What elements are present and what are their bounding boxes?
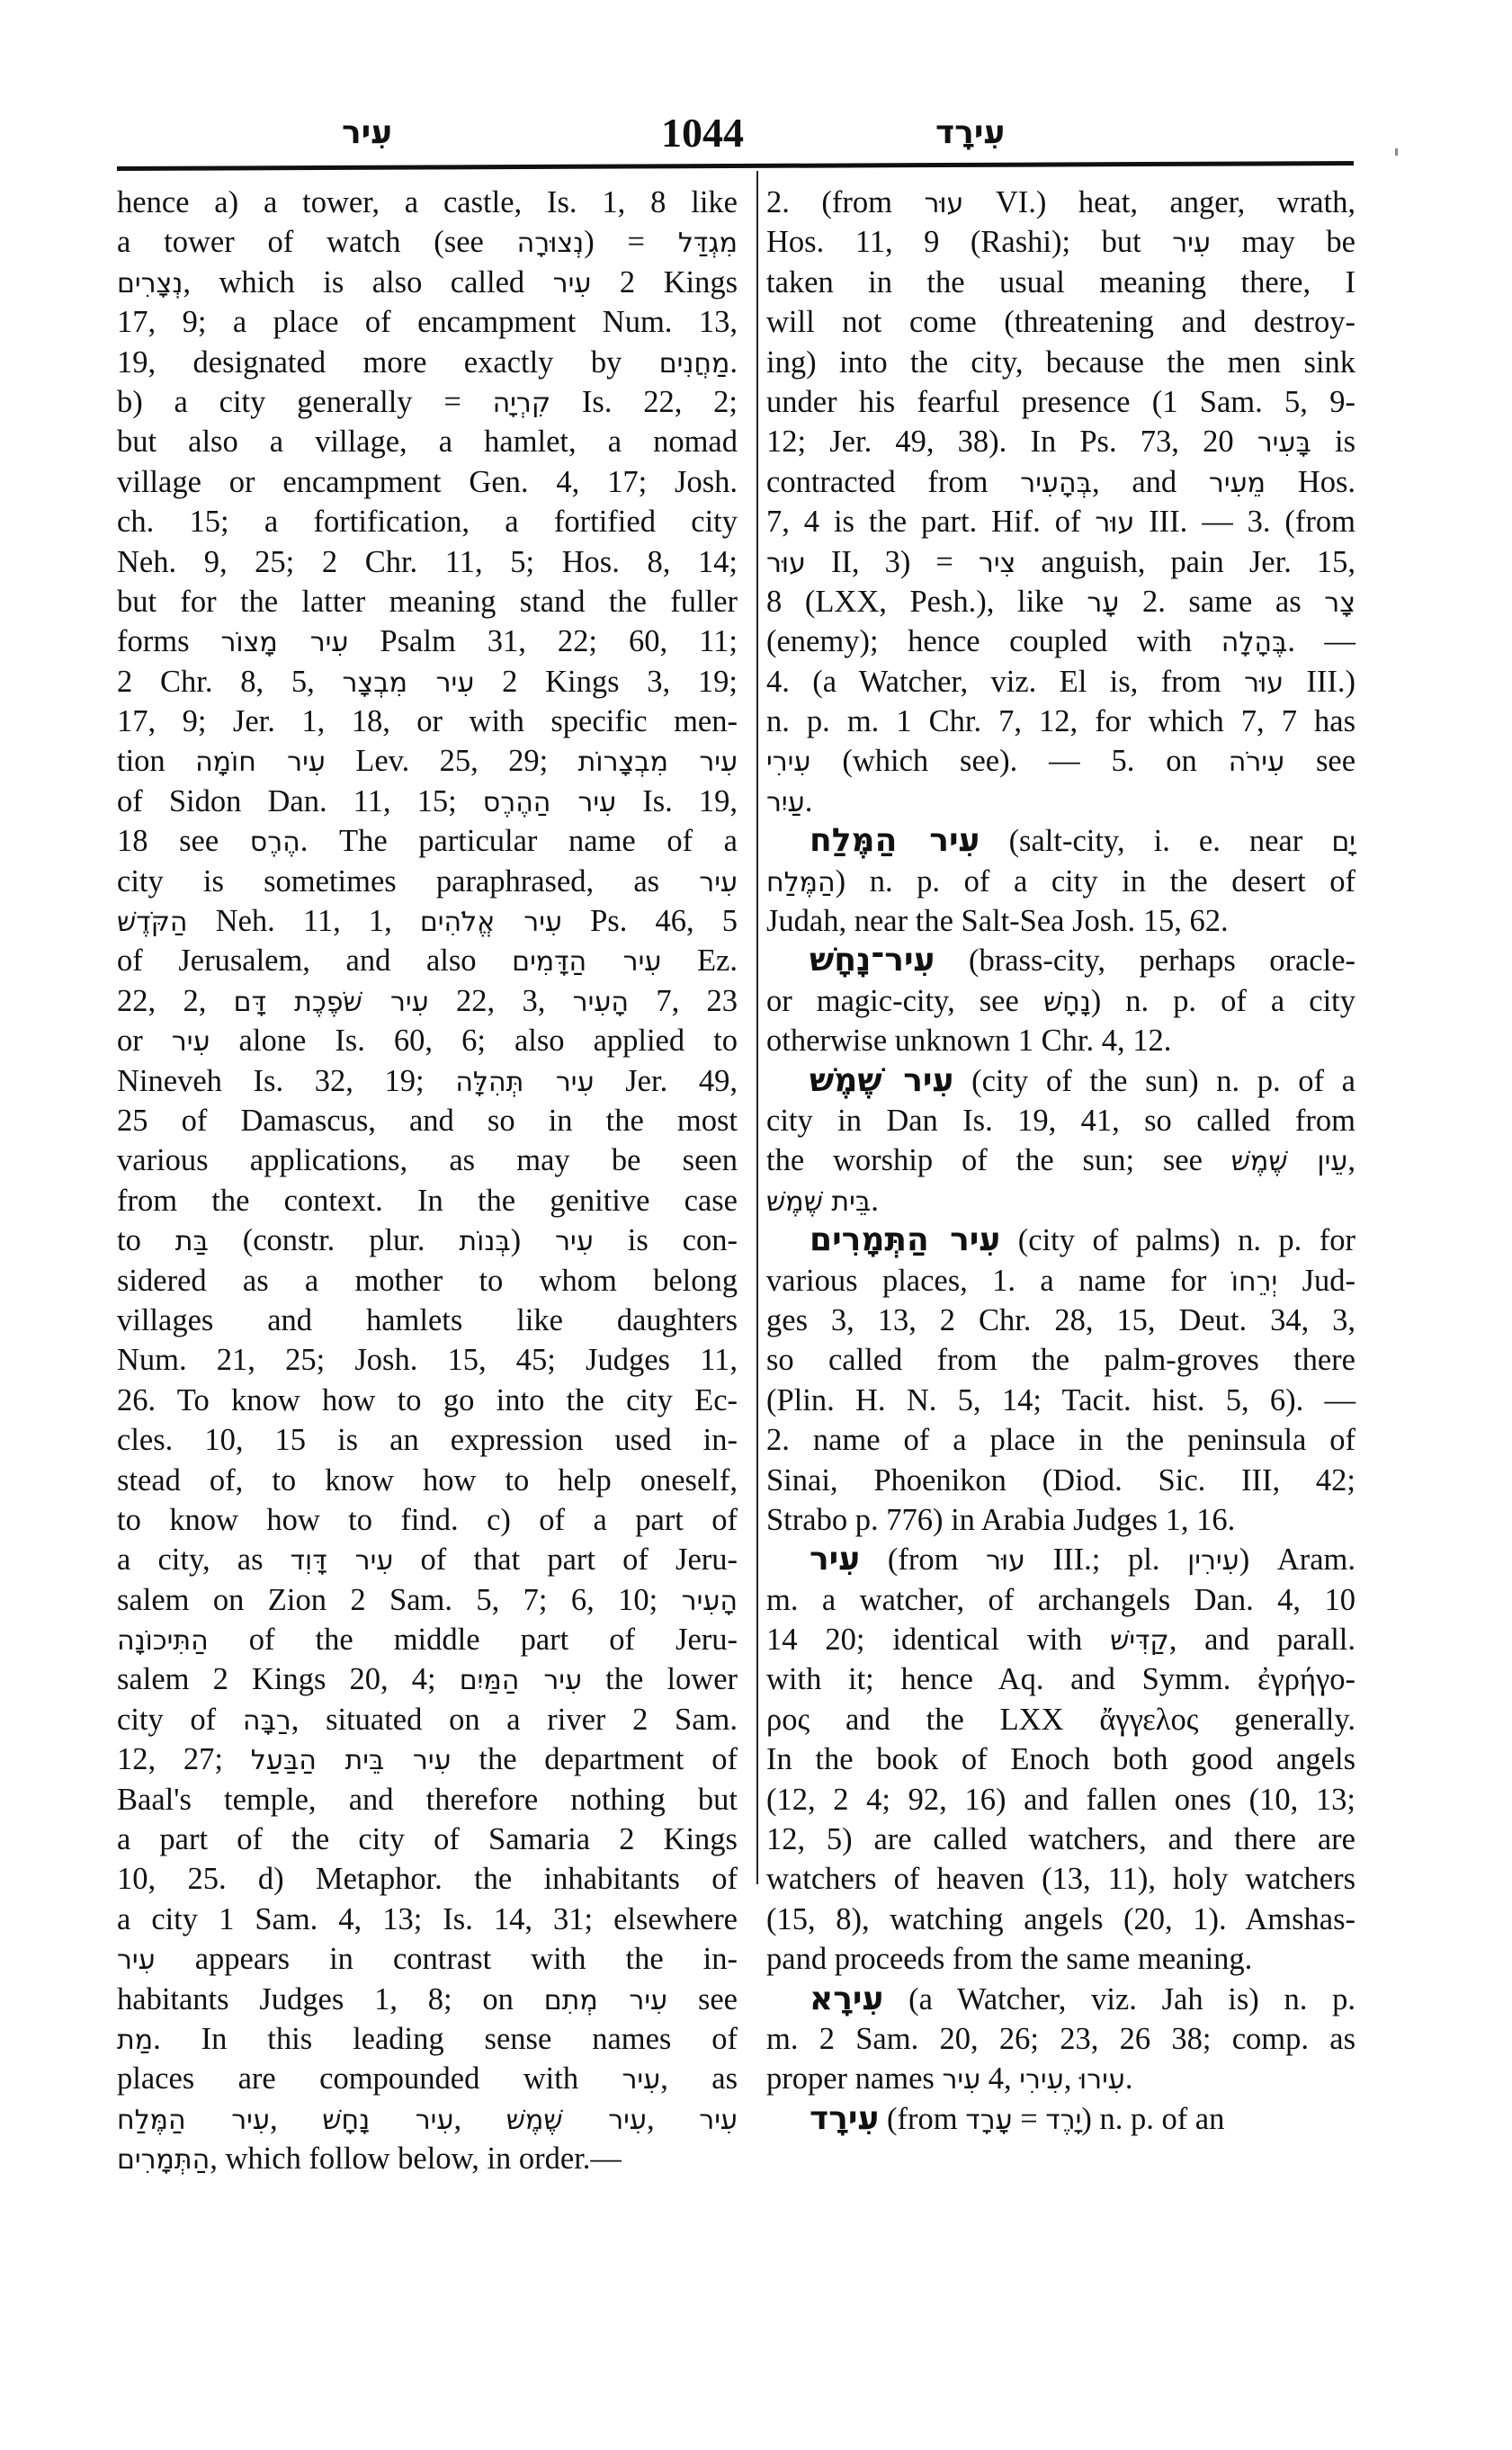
text-line: tion עִיר חוֹמָה Lev. 25, 29; עִיר מִבְצָרוֹת	[117, 744, 738, 779]
hebrew-word: נָחָשׁ	[1042, 986, 1091, 1018]
hebrew-word: עִיר נָחָשׁ	[322, 2104, 454, 2136]
text-line: sidered as a mother to whom belong	[117, 1263, 738, 1298]
entry-headword: עִיר הַמֶּלַח	[810, 822, 980, 860]
page-number: 1044	[661, 110, 744, 156]
text-line: ing) into the city, because the men sink	[766, 344, 1355, 380]
hebrew-word: עִיר בֵּית הַבַּעַל	[250, 1745, 452, 1777]
text-line: 12; Jer. 49, 38). In Ps. 73, 20 בָּעִיר is	[766, 425, 1355, 460]
hebrew-word: עִיר	[555, 1226, 594, 1258]
text-line: עַיִר.	[766, 783, 813, 818]
column-divider	[756, 171, 758, 1884]
text-line: of Jerusalem, and also עִיר הַדָּמִים Ez.	[117, 943, 738, 979]
text-line: Strabo p. 776) in Arabia Judges 1, 16.	[766, 1502, 1236, 1537]
text-line: a city, as עִיר דָּוִד of that part of Jeru-	[117, 1542, 738, 1578]
entry-headword: עִירָד	[810, 2099, 880, 2137]
text-line: 14 20; identical with קַדִּישׁ, and parall.	[766, 1623, 1355, 1658]
hebrew-word: בֶּהָלָה	[1221, 627, 1288, 659]
entry-first-line: עִירָא (a Watcher, viz. Jah is) n. p.	[810, 1980, 1356, 2017]
text-line: 17, 9; Jer. 1, 18, or with specific men-	[117, 704, 738, 739]
hebrew-word: עוּר	[924, 188, 964, 219]
hebrew-word: יְרֵחוֹ	[1230, 1265, 1278, 1298]
hebrew-word: עִיר דָּוִד	[290, 1545, 394, 1578]
running-head-right: עִירָד	[935, 114, 1006, 151]
hebrew-word: עָרָד	[965, 2104, 1013, 2136]
text-line: (Plin. H. N. 5, 14; Tacit. hist. 5, 6). —	[766, 1382, 1355, 1417]
hebrew-word: הָעִיר	[681, 1585, 738, 1617]
text-line: ch. 15; a fortification, a fortified city	[117, 505, 738, 540]
text-line: from the context. In the genitive case	[117, 1183, 738, 1218]
hebrew-word: הָעִיר	[572, 986, 629, 1018]
text-line: so called from the palm-groves there	[766, 1343, 1355, 1378]
hebrew-word: מִגְדַּל	[677, 228, 738, 260]
text-line: הַקֹּדֶשׁ Neh. 11, 1, עִיר אֱלֹהִים Ps. 46, 5	[117, 904, 738, 939]
text-line: will not come (threatening and destroy-	[766, 305, 1355, 340]
hebrew-word: קִרְיָה	[492, 387, 551, 419]
hebrew-word: עוּר	[986, 1545, 1025, 1578]
entry-headword: עִיר	[810, 1541, 861, 1578]
hebrew-word: עוּר	[1244, 666, 1284, 699]
text-line: (enemy); hence coupled with בֶּהָלָה. —	[766, 624, 1356, 659]
text-line: various places, 1. a name for יְרֵחוֹ Jud-	[766, 1263, 1355, 1298]
text-line: Num. 21, 25; Josh. 15, 45; Judges 11,	[117, 1343, 738, 1378]
hebrew-word: עִירִי	[766, 747, 811, 779]
hebrew-word: עִיר	[699, 2104, 738, 2136]
hebrew-word: הַקֹּדֶשׁ	[117, 907, 188, 939]
hebrew-word: יָרֶד	[1045, 2104, 1082, 2136]
hebrew-word: עִיר	[552, 267, 592, 300]
text-line: עוּר II, 3) = צִיר anguish, pain Jer. 15,	[766, 544, 1355, 579]
hebrew-word: עִיר מִבְצָר	[342, 666, 475, 699]
entry-first-line: עִיר הַתְּמָרִים (city of palms) n. p. for	[810, 1221, 1355, 1259]
text-line: pand proceeds from the same meaning.	[766, 1942, 1253, 1977]
text-line: ρος and the LXX ἄγγελος generally.	[766, 1702, 1355, 1737]
text-line: 12, 27; עִיר בֵּית הַבַּעַל the department of	[117, 1742, 738, 1777]
text-line: proper names עִיר 4, עִירִי, עִירוּ.	[766, 2061, 1133, 2097]
hebrew-word: בֵּית שֶׁמֶשׁ	[766, 1185, 872, 1218]
text-line: עִירִי (which see). — 5. on עִירֹה see	[766, 744, 1356, 779]
text-line: m. a watcher, of archangels Dan. 4, 10	[766, 1582, 1355, 1617]
text-line: ges 3, 13, 2 Chr. 28, 15, Deut. 34, 3,	[766, 1302, 1355, 1337]
text-line: the worship of the sun; see עֵין שֶׁמֶשׁ,	[766, 1143, 1355, 1178]
hebrew-word: עִיר	[942, 2064, 981, 2097]
hebrew-word: עִיר חוֹמָה	[195, 747, 326, 779]
text-line: 12, 5) are called watchers, and there are	[766, 1822, 1355, 1857]
entry-first-line: עִיר־נָחָשׁ (brass-city, perhaps oracle-	[810, 942, 1356, 979]
hebrew-word: עִיר אֱלֹהִים	[419, 907, 562, 939]
text-line: Baal's temple, and therefore nothing but	[117, 1782, 738, 1817]
hebrew-word: עִיר תְּהִלָּה	[455, 1066, 595, 1098]
text-line: 22, 2, עִיר שֹׁפֶכֶת דָּם 22, 3, הָעִיר 7, 23	[117, 983, 738, 1018]
text-line: (12, 2 4; 92, 16) and fallen ones (10, 13;	[766, 1782, 1355, 1817]
right-column	[766, 183, 1355, 2139]
text-line: Neh. 9, 25; 2 Chr. 11, 5; Hos. 8, 14;	[117, 544, 738, 579]
hebrew-word: עִיר	[699, 866, 738, 899]
text-line: מַת. In this leading sense names of	[117, 2021, 738, 2056]
text-line: 2. name of a place in the peninsula of	[766, 1423, 1355, 1458]
text-line: or עִיר alone Is. 60, 6; also applied to	[117, 1024, 738, 1059]
hebrew-word: עִיר	[117, 1945, 156, 1977]
text-line: m. 2 Sam. 20, 26; 23, 26 38; comp. as	[766, 2021, 1355, 2056]
hebrew-word: צִיר	[978, 547, 1016, 579]
text-line: 18 see הֶרֶס. The particular name of a	[117, 824, 738, 859]
entry-headword: עִיר־נָחָשׁ	[810, 942, 935, 979]
text-line: salem 2 Kings 20, 4; עִיר הַמַּיִם the lower	[117, 1662, 738, 1697]
text-line: contracted from בְּהָעִיר, and מֵעִיר Hos.	[766, 464, 1355, 499]
hebrew-word: עֵין שֶׁמֶשׁ	[1230, 1146, 1348, 1178]
hebrew-word: עִירוּ	[1078, 2064, 1125, 2097]
text-line: forms עִיר מָצוֹר Psalm 31, 22; 60, 11;	[117, 624, 738, 659]
text-line: with it; hence Aq. and Symm. ἐγρήγο-	[766, 1662, 1355, 1697]
hebrew-word: מַת	[117, 2024, 154, 2056]
text-line: of Sidon Dan. 11, 15; עִיר הַהֶרֶס Is. 19,	[117, 783, 738, 818]
text-line: city is sometimes paraphrased, as עִיר	[117, 863, 738, 899]
text-line: 4. (a Watcher, viz. El is, from עוּר III.)	[766, 664, 1355, 699]
hebrew-word: רַבָּה	[242, 1704, 291, 1737]
hebrew-word: עִיר מְתִם	[543, 1984, 668, 2016]
text-line: villages and hamlets like daughters	[117, 1302, 738, 1337]
hebrew-word: נְצוּרָה	[516, 228, 585, 260]
text-line: עִיר הַמֶּלַח, עִיר נָחָשׁ, עִיר שֶׁמֶשׁ, עִיר	[117, 2101, 738, 2136]
text-line: under his fearful presence (1 Sam. 5, 9-	[766, 384, 1355, 419]
hebrew-word: עִירֹה	[1228, 747, 1285, 779]
hebrew-word: בְּהָעִיר	[1020, 467, 1092, 499]
text-line: Judah, near the Salt-Sea Josh. 15, 62.	[766, 904, 1229, 939]
left-column	[117, 183, 738, 2179]
hebrew-word: עַיִר	[766, 786, 805, 818]
running-head-left: עִיר	[342, 114, 393, 151]
text-line: 8 (LXX, Pesh.), like עָר 2. same as צָר	[766, 584, 1355, 619]
hebrew-word: עָר	[1087, 586, 1120, 619]
hebrew-word: עִירִין	[1187, 1545, 1239, 1578]
text-line: 25 of Damascus, and so in the most	[117, 1103, 738, 1138]
hebrew-word: נְצָרִים	[117, 267, 183, 300]
text-line: (15, 8), watching angels (20, 1). Amshas-	[766, 1901, 1355, 1936]
hebrew-word: עִירִי	[1019, 2064, 1064, 2097]
hebrew-word: עִיר מִבְצָרוֹת	[577, 747, 738, 779]
hebrew-word: עִיר הַדָּמִים	[512, 946, 662, 979]
text-line: hence a) a tower, a castle, Is. 1, 8 like	[117, 185, 738, 219]
text-line: or magic-city, see נָחָשׁ) n. p. of a city	[766, 983, 1355, 1018]
text-line: 10, 25. d) Metaphor. the inhabitants of	[117, 1862, 738, 1897]
hebrew-word: הַתְּמָרִים	[117, 2144, 210, 2177]
text-line: village or encampment Gen. 4, 17; Josh.	[117, 464, 738, 499]
hebrew-word: בָּעִיר	[1257, 427, 1311, 460]
hebrew-word: עִיר הַהֶרֶס	[482, 786, 617, 818]
text-line: salem on Zion 2 Sam. 5, 7; 6, 10; הָעִיר	[117, 1582, 738, 1617]
hebrew-word: בַּת	[174, 1226, 209, 1258]
text-line: 17, 9; a place of encampment Num. 13,	[117, 305, 738, 340]
hebrew-word: מַחֲנִים	[658, 347, 730, 380]
text-line: a city 1 Sam. 4, 13; Is. 14, 31; elsewhere	[117, 1901, 738, 1936]
text-line: a part of the city of Samaria 2 Kings	[117, 1822, 738, 1857]
text-line: 7, 4 is the part. Hif. of עוּר III. — 3. (from	[766, 505, 1355, 540]
hebrew-word: עִיר	[622, 2064, 661, 2097]
hebrew-word: עִיר שֹׁפֶכֶת דָּם	[233, 986, 429, 1018]
text-line: Hos. 11, 9 (Rashi); but עִיר may be	[766, 225, 1355, 260]
text-line: בֵּית שֶׁמֶשׁ.	[766, 1183, 879, 1218]
hebrew-word: עוּר	[1095, 507, 1135, 540]
hebrew-word: בְּנוֹת	[459, 1226, 511, 1258]
text-line: otherwise unknown 1 Chr. 4, 12.	[766, 1024, 1172, 1059]
text-line: עִיר appears in contrast with the in-	[117, 1942, 738, 1977]
text-line: places are compounded with עִיר, as	[117, 2061, 738, 2097]
hebrew-word: צָר	[1324, 586, 1355, 619]
hebrew-word: הַמֶּלַח	[766, 866, 836, 899]
hebrew-word: הַתִּיכוֹנָה	[117, 1625, 209, 1658]
entry-first-line: עִירָד (from עָרָד = יָרֶד) n. p. of an	[810, 2099, 1225, 2137]
hebrew-word: עִיר מָצוֹר	[220, 627, 349, 659]
text-line: stead of, to know how to help oneself,	[117, 1462, 738, 1498]
hebrew-word: עוּר	[766, 547, 806, 579]
text-line: to know how to find. c) of a part of	[117, 1502, 738, 1537]
entry-headword: עִיר שֶׁמֶשׁ	[810, 1061, 954, 1099]
text-line: Sinai, Phoenikon (Diod. Sic. III, 42;	[766, 1462, 1355, 1498]
hebrew-word: עִיר	[1172, 228, 1211, 260]
text-line: but for the latter meaning stand the fuller	[117, 584, 738, 619]
text-line: habitants Judges 1, 8; on עִיר מְתִם see	[117, 1981, 738, 2016]
text-line: 19, designated more exactly by מַחֲנִים.	[117, 344, 738, 380]
entry-first-line: עִיר הַמֶּלַח (salt-city, i. e. near יָם	[810, 822, 1355, 860]
text-line: 2. (from עוּר VI.) heat, anger, wrath,	[766, 185, 1355, 219]
hebrew-word: יָם	[1331, 827, 1355, 859]
text-line: watchers of heaven (13, 11), holy watchers	[766, 1862, 1355, 1897]
text-line: city of רַבָּה, situated on a river 2 Sam.	[117, 1702, 738, 1737]
hebrew-word: קַדִּישׁ	[1110, 1625, 1169, 1658]
text-line: נְצָרִים, which is also called עִיר 2 Kings	[117, 264, 738, 300]
text-line: b) a city generally = קִרְיָה Is. 22, 2;	[117, 384, 738, 419]
text-line: city in Dan Is. 19, 41, so called from	[766, 1103, 1355, 1138]
hebrew-word: עִיר	[171, 1026, 210, 1059]
text-line: 26. To know how to go into the city Ec-	[117, 1382, 738, 1417]
hebrew-word: מֵעִיר	[1208, 467, 1266, 499]
text-line: n. p. m. 1 Chr. 7, 12, for which 7, 7 has	[766, 704, 1355, 739]
text-line: הַתְּמָרִים, which follow below, in order.—	[117, 2142, 622, 2177]
entry-first-line: עִיר (from עוּר III.; pl. עִירִין) Aram.	[810, 1541, 1356, 1578]
entry-headword: עִירָא	[810, 1980, 884, 2017]
text-line: a tower of watch (see נְצוּרָה) = מִגְדַּל	[117, 225, 738, 260]
text-line: but also a village, a hamlet, a nomad	[117, 425, 738, 460]
entry-headword: עִיר הַתְּמָרִים	[810, 1221, 1001, 1259]
text-line: cles. 10, 15 is an expression used in-	[117, 1423, 738, 1458]
text-line: 2 Chr. 8, 5, עִיר מִבְצָר 2 Kings 3, 19;	[117, 664, 738, 699]
entry-first-line: עִיר שֶׁמֶשׁ (city of the sun) n. p. of a	[810, 1061, 1355, 1099]
hebrew-word: עִיר שֶׁמֶשׁ	[505, 2104, 647, 2136]
text-line: to בַּת (constr. plur. בְּנוֹת) עִיר is con-	[117, 1223, 738, 1258]
text-line: various applications, as may be seen	[117, 1143, 738, 1178]
header-rule	[117, 161, 1354, 171]
text-line: הַתִּיכוֹנָה of the middle part of Jeru-	[117, 1623, 738, 1658]
text-line: Nineveh Is. 32, 19; עִיר תְּהִלָּה Jer. 49,	[117, 1063, 738, 1098]
text-line: הַמֶּלַח) n. p. of a city in the desert of	[766, 863, 1355, 899]
hebrew-word: עִיר הַמַּיִם	[459, 1665, 583, 1697]
scan-speck	[1395, 148, 1398, 156]
hebrew-word: הֶרֶס	[249, 827, 300, 859]
text-line: In the book of Enoch both good angels	[766, 1742, 1355, 1777]
hebrew-word: עִיר הַמֶּלַח	[117, 2104, 270, 2136]
text-line: taken in the usual meaning there, I	[766, 264, 1355, 300]
